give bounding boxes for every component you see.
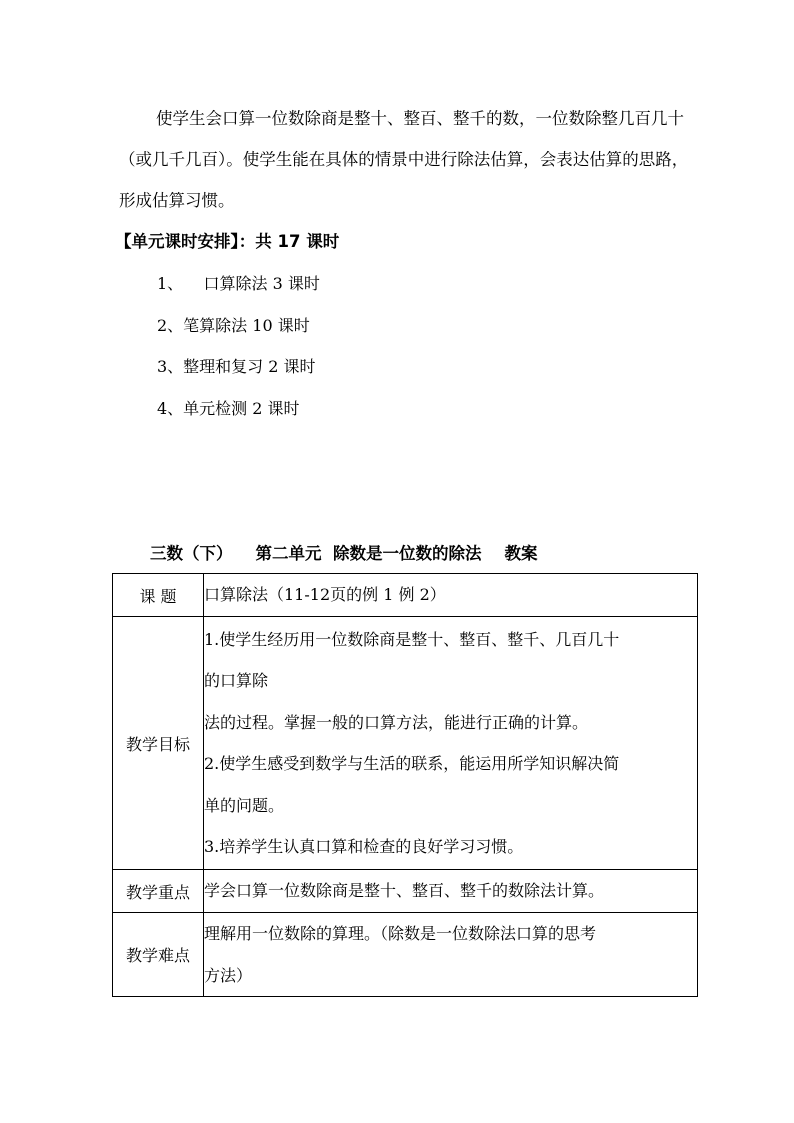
objective-line: 1.使学生经历用一位数除商是整十、整百、整千、几百几十	[204, 629, 620, 649]
topic-row	[113, 574, 698, 617]
objectives-label: 教学目标	[113, 617, 204, 870]
schedule-item: 3、整理和复习 2 课时	[157, 357, 316, 376]
topic-value: 口算除法（11-12页的例 1 例 2）	[204, 574, 698, 617]
schedule-item: 1、 口算除法 3 课时	[157, 274, 320, 293]
difficulty-line: 理解用一位数除的算理。（除数是一位数除法口算的思考	[204, 924, 597, 943]
key-point-label: 教学重点	[113, 870, 204, 913]
lesson-plan-table	[112, 573, 698, 997]
objective-line: 3.培养学生认真口算和检查的良好学习习惯。	[204, 837, 524, 856]
schedule-item: 4、单元检测 2 课时	[157, 398, 300, 418]
key-point-row	[113, 870, 698, 913]
intro-paragraph: 使学生会口算一位数除商是整十、整百、整千的数，一位数除整几百几十（或几千几百）。使学生能在具体的情景中进行除法估算，会表达估算的思路，形成估算习惯。	[119, 109, 689, 210]
difficulty-row	[113, 913, 698, 997]
schedule-heading: 【单元课时安排】：共 17 课时	[115, 232, 340, 251]
objectives-row	[113, 617, 698, 870]
schedule-list	[157, 270, 320, 436]
objective-line: 法的过程。掌握一般的口算方法，能进行正确的计算。	[204, 712, 589, 732]
objective-line: 2.使学生感受到数学与生活的联系，能运用所学知识解决简	[204, 754, 620, 773]
objectives-content	[204, 617, 698, 870]
key-point-value: 学会口算一位数除商是整十、整百、整千的数除法计算。	[204, 870, 698, 913]
objective-line: 单的问题。	[204, 795, 285, 815]
topic-label: 课 题	[113, 574, 204, 617]
objective-line: 的口算除	[204, 671, 269, 690]
difficulty-content	[204, 913, 698, 997]
difficulty-label: 教学难点	[113, 913, 204, 997]
lesson-plan-title: 三数（下） 第二单元 除数是一位数的除法 教案	[150, 544, 538, 563]
difficulty-line: 方法）	[204, 965, 253, 985]
schedule-item: 2、笔算除法 10 课时	[157, 315, 310, 335]
